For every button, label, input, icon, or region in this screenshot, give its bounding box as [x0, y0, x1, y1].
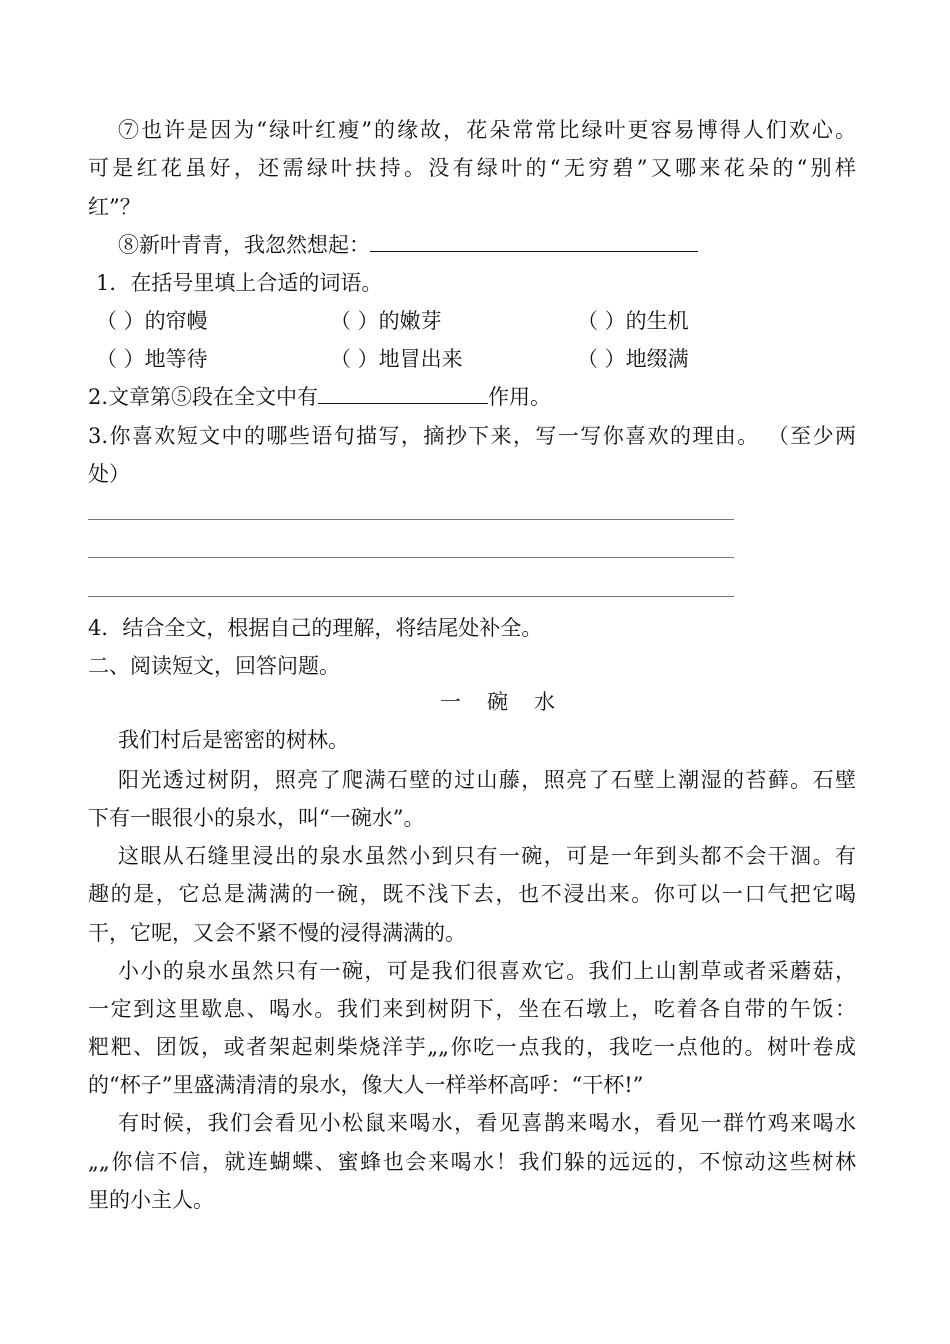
passage1-p8 — [118, 233, 698, 257]
passage2-p4-line4: 的“杯子”里盛满清清的泉水，像大人一样举杯高呼：“干杯!” — [88, 1073, 644, 1097]
passage1-p7-line1: ⑦也许是因为“绿叶红瘦”的缘故，花朵常常比绿叶更容易博得人们欢心。 — [118, 118, 856, 142]
q2-answer-blank[interactable] — [318, 385, 488, 404]
q1-row2-item3[interactable]: （ ）地缀满 — [577, 347, 689, 371]
passage2-p5-line3: 里的小主人。 — [88, 1188, 214, 1212]
passage2-p4-line2: 一定到这里歇息、喝水。我们来到树阴下，坐在石墩上，吃着各自带的午饭： — [88, 997, 856, 1021]
passage2-p5-line2: „„你信不信，就连蝴蝶、蜜蜂也会来喝水！我们躲的远远的，不惊动这些树林 — [88, 1150, 856, 1174]
passage2-p3-line1: 这眼从石缝里浸出的泉水虽然小到只有一碗，可是一年到头都不会干涸。有 — [118, 844, 856, 868]
passage2-p3-line3: 干，它呢，又会不紧不慢的浸得满满的。 — [88, 921, 466, 945]
q1-row1-item3[interactable]: （ ）的生机 — [577, 309, 689, 333]
q1-row1-item2[interactable]: （ ）的嫩芽 — [330, 309, 442, 333]
q2-text-after: 作用。 — [488, 385, 552, 409]
passage2-p4-line1: 小小的泉水虽然只有一碗，可是我们很喜欢它。我们上山割草或者采蘑菇， — [118, 959, 856, 983]
p8-answer-blank[interactable] — [370, 233, 698, 252]
q1-row2-item1[interactable]: （ ）地等待 — [96, 347, 208, 371]
passage2-p5-line1: 有时候，我们会看见小松鼠来喝水，看见喜鹊来喝水，看见一群竹鸡来喝水 — [118, 1111, 856, 1135]
q2-text-before: 2.文章第⑤段在全文中有 — [88, 385, 319, 409]
q3-answer-line-1[interactable] — [88, 519, 734, 520]
passage2-title: 一碗水 — [440, 690, 581, 714]
passage1-p8-text: ⑧新叶青青，我忽然想起： — [118, 233, 370, 257]
passage2-p3-line2: 趣的是，它总是满满的一碗，既不浅下去，也不浸出来。你可以一口气把它喝 — [88, 882, 856, 906]
passage2-p1: 我们村后是密密的树林。 — [118, 728, 349, 752]
q3-answer-line-2[interactable] — [88, 557, 734, 558]
q3-answer-line-3[interactable] — [88, 596, 734, 597]
q1-row2-item2[interactable]: （ ）地冒出来 — [330, 347, 463, 371]
q1-prompt: 1．在括号里填上合适的词语。 — [96, 271, 383, 295]
q3-line2: 处） — [88, 462, 130, 486]
passage2-p4-line3: 粑粑、团饭，或者架起刺柴烧洋芋„„你吃一点我的，我吃一点他的。树叶卷成 — [88, 1035, 856, 1059]
section2-heading: 二、阅读短文，回答问题。 — [88, 654, 340, 678]
q2 — [88, 385, 551, 409]
q3-line1: 3.你喜欢短文中的哪些语句描写，摘抄下来，写一写你喜欢的理由。 （至少两 — [88, 424, 856, 448]
q1-row1-item1[interactable]: （ ）的帘幔 — [96, 309, 208, 333]
passage1-p7-line2: 可是红花虽好，还需绿叶扶持。没有绿叶的“无穷碧”又哪来花朵的“别样 — [88, 156, 856, 180]
passage1-p7-line3: 红”？ — [88, 195, 141, 219]
passage2-p2-line2: 下有一眼很小的泉水，叫“一碗水”。 — [88, 806, 425, 830]
q4-prompt: 4．结合全文，根据自己的理解，将结尾处补全。 — [88, 616, 543, 640]
passage2-p2-line1: 阳光透过树阴，照亮了爬满石壁的过山藤，照亮了石壁上潮湿的苔藓。石壁 — [118, 768, 856, 792]
